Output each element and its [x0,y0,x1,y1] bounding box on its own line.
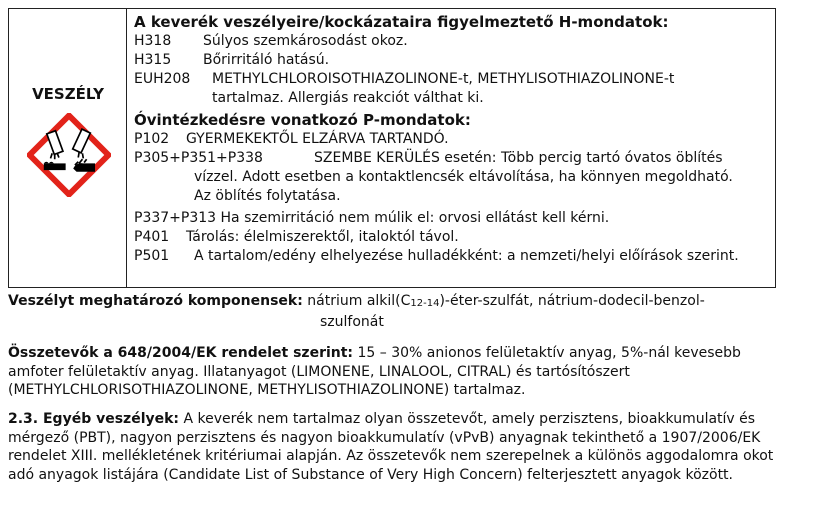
p-text: Tárolás: élelmiszerektől, italoktól távol. [186,229,459,245]
p-code: P102 [134,131,170,147]
h-phrases-title: A keverék veszélyeire/kockázataira figyelmeztető H-mondatok: [134,13,669,31]
p-code: P337+P313 [134,210,217,226]
h-text: METHYLCHLOROISOTHIAZOLINONE-t, METHYLISOTHIAZOLINONE-t [212,71,675,87]
p-phrases-title: Óvintézkedésre vonatkozó P-mondatok: [134,111,471,129]
other-hazards-line: rendelet XIII. mellékletének kritériumai alapján. Az összetevők nem szerepelnek a különös aggodalomra okot [8,448,774,464]
ingredients-line: amfoter felületaktív anyag. Illatanyagot (LIMONENE, LINALOOL, CITRAL) és tartósítószert [8,363,630,380]
hazard-label-box [8,8,776,288]
p-code: P401 [134,229,170,245]
h-text: Bőrirritáló hatású. [203,52,330,68]
h-phrase [134,51,774,70]
ingredients-section [8,344,808,400]
ingredients-label: Összetevők a 648/2004/EK rendelet szerint: [8,345,354,361]
p-code: P501 [134,248,170,264]
p-text: SZEMBE KERÜLÉS esetén: Több percig tartó óvatos öblítés [314,150,723,166]
hazard-components [8,292,808,331]
p-phrase [134,149,774,168]
h-text: Súlyos szemkárosodást okoz. [203,33,408,49]
h-code: H315 [134,52,172,68]
p-code: P305+P351+P338 [134,150,263,166]
p-text-cont: Az öblítés folytatása. [194,188,341,204]
h-phrase [134,70,774,89]
components-label: Veszélyt meghatározó komponensek: [8,293,303,309]
other-hazards-text: A keverék nem tartalmaz olyan összetevőt, amely perzisztens, bioakkumulatív és [183,411,756,427]
components-cont: szulfonát [320,313,384,330]
other-hazards-label: 2.3. Egyéb veszélyek: [8,411,180,427]
other-hazards-line: mérgező (PBT), nagyon perzisztens és nagyon bioakkumulatív (vPvB) anyagnak tekinthető a 1907/2006/EK [8,429,761,446]
other-hazards-line: adó anyagok listájára (Candidate List of Substance of Very High Concern) felterjesztett anyagok között. [8,466,733,483]
p-phrase [134,209,774,228]
components-text: nátrium $alkil(C_{12-14})-éter$-szulfát, nátrium-dodecil-benzol- [307,293,705,309]
h-code: EUH208 [134,71,191,87]
corrosion-ghs05-icon [27,113,111,197]
p-text-cont: vízzel. Adott esetben a kontaktlencsék eltávolítása, ha könnyen megoldható. [194,169,733,185]
ingredients-line: (METHYLCHLORISOTHIAZOLINONE, METHYLISOTHIAZOLINONE) tartalmaz. [8,382,526,398]
p-text: GYERMEKEKTŐL ELZÁRVA TARTANDÓ. [186,131,449,147]
h-text-cont: tartalmaz. Allergiás reakciót válthat ki. [212,90,484,106]
ingredients-text: 15 – 30% anionos felületaktív anyag, 5%-nál kevesebb [357,345,741,361]
other-hazards-section [8,410,808,484]
phrases-column [134,13,774,266]
p-text: Ha szemirritáció nem múlik el: orvosi ellátást kell kérni. [220,210,610,226]
p-phrase [134,247,774,266]
p-phrase [134,130,774,149]
p-phrase [134,228,774,247]
signal-word: VESZÉLY [32,85,104,103]
signal-column [9,9,127,287]
h-phrase [134,32,774,51]
h-code: H318 [134,33,172,49]
p-text: A tartalom/edény elhelyezése hulladékként: a nemzeti/helyi előírások szerint. [194,248,739,264]
